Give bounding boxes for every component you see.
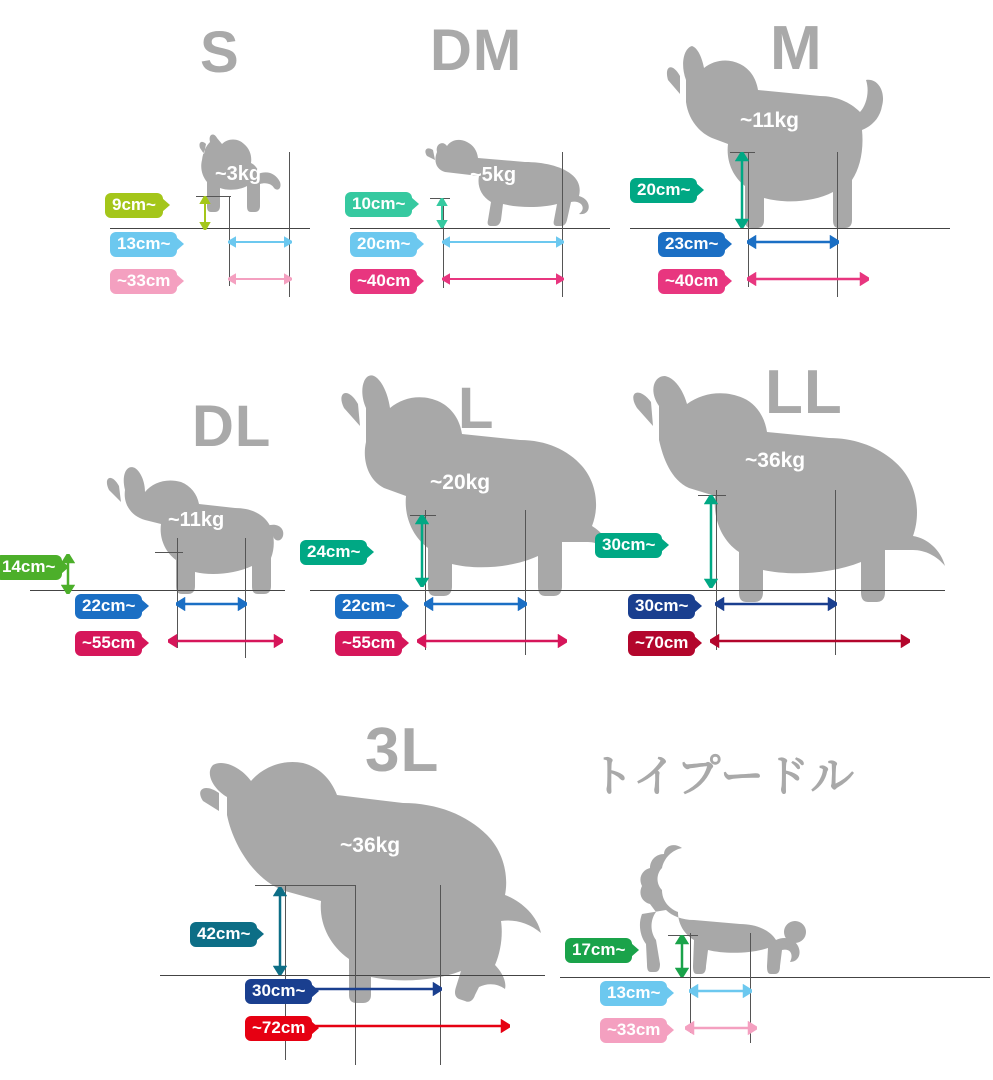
size-group-3l xyxy=(140,710,560,1080)
tag-back-l xyxy=(335,594,402,619)
measure-neck-arrow-s xyxy=(198,196,212,230)
measure-neck-arrow-l xyxy=(415,515,429,587)
measure-chest-arrow-dl xyxy=(168,634,283,648)
tag-chest-dl xyxy=(75,631,142,656)
tag-back-dm-text: 20cm~ xyxy=(357,234,411,253)
measure-chest-arrow-toypoodle xyxy=(685,1021,757,1035)
weight-label-l: ~20kg xyxy=(430,471,491,494)
dog-silhouette-shiba xyxy=(650,40,910,235)
tag-chest-dm-text: ~40cm xyxy=(357,271,411,290)
measure-neck-arrow-ll xyxy=(704,495,718,588)
tag-back-dl xyxy=(75,594,142,619)
tag-neck-dl-text: 14cm~ xyxy=(2,557,56,576)
weight-label-s: ~3kg xyxy=(215,163,262,185)
weight-label-dm: ~5kg xyxy=(470,164,517,186)
tag-neck-m-text: 20cm~ xyxy=(637,180,691,199)
tag-chest-dm xyxy=(350,269,417,294)
tag-neck-3l xyxy=(190,922,257,947)
measure-neck-arrow-dm xyxy=(435,198,449,228)
guide-line-dl-neck-top xyxy=(155,552,183,553)
measure-back-arrow-dl xyxy=(176,597,247,611)
ground-line-dm xyxy=(350,228,610,229)
tag-neck-dl xyxy=(0,555,62,580)
ground-line-toypoodle xyxy=(560,977,990,978)
size-letter-dl: DL xyxy=(192,394,272,459)
ground-line-m xyxy=(630,228,950,229)
tag-neck-s xyxy=(105,193,163,218)
tag-chest-m xyxy=(658,269,725,294)
guide-line-dl-front xyxy=(177,538,178,648)
measure-back-arrow-dm xyxy=(442,235,564,249)
tag-back-m xyxy=(658,232,725,257)
measure-chest-arrow-ll xyxy=(710,634,910,648)
tag-neck-3l-text: 42cm~ xyxy=(197,924,251,943)
tag-back-s xyxy=(110,232,177,257)
measure-back-arrow-toypoodle xyxy=(689,984,752,998)
weight-label-ll: ~36kg xyxy=(745,449,806,472)
tag-back-toypoodle xyxy=(600,981,667,1006)
tag-neck-toypoodle-text: 17cm~ xyxy=(572,940,626,959)
measure-back-arrow-s xyxy=(228,235,292,249)
weight-label-3l: ~36kg xyxy=(340,834,401,857)
size-letter-3l: 3L xyxy=(365,716,440,785)
tag-back-3l xyxy=(245,979,312,1004)
tag-chest-l-text: ~55cm xyxy=(342,633,396,652)
guide-line-3l-neck-top xyxy=(255,885,355,886)
size-letter-toypoodle: トイプードル xyxy=(590,752,856,801)
tag-neck-l xyxy=(300,540,367,565)
measure-chest-arrow-m xyxy=(747,272,869,286)
weight-label-toypoodle: ~6kg xyxy=(680,899,727,921)
ground-line-ll xyxy=(600,590,945,591)
measure-back-arrow-l xyxy=(424,597,527,611)
measure-neck-arrow-toypoodle xyxy=(675,935,689,977)
tag-neck-m xyxy=(630,178,697,203)
size-group-toypoodle xyxy=(560,745,993,1080)
tag-chest-s-text: ~33cm xyxy=(117,271,171,290)
tag-chest-ll xyxy=(628,631,695,656)
tag-back-ll-text: 30cm~ xyxy=(635,596,689,615)
dog-silhouette-rottweiler xyxy=(615,370,960,610)
tag-neck-s-text: 9cm~ xyxy=(112,195,156,214)
size-letter-s: S xyxy=(200,20,240,85)
tag-neck-l-text: 24cm~ xyxy=(307,542,361,561)
tag-chest-ll-text: ~70cm xyxy=(635,633,689,652)
measure-back-arrow-m xyxy=(747,235,839,249)
ground-line-3l xyxy=(160,975,545,976)
weight-label-dl: ~11kg xyxy=(168,509,225,531)
measure-back-arrow-ll xyxy=(715,597,837,611)
measure-chest-arrow-s xyxy=(228,272,292,286)
tag-back-l-text: 22cm~ xyxy=(342,596,396,615)
size-group-ll xyxy=(600,350,993,680)
tag-chest-toypoodle xyxy=(600,1018,667,1043)
tag-back-dm xyxy=(350,232,417,257)
size-letter-l: L xyxy=(458,376,495,441)
tag-neck-toypoodle xyxy=(565,938,632,963)
tag-back-ll xyxy=(628,594,695,619)
tag-chest-s xyxy=(110,269,177,294)
tag-back-3l-text: 30cm~ xyxy=(252,981,306,1000)
tag-neck-dm-text: 10cm~ xyxy=(352,194,406,213)
size-letter-m: M xyxy=(770,14,823,83)
size-group-l xyxy=(290,350,640,680)
guide-line-toypoodle-front xyxy=(690,933,691,1033)
tag-chest-3l xyxy=(245,1016,312,1041)
measure-neck-arrow-m xyxy=(735,152,749,228)
weight-label-m: ~11kg xyxy=(740,109,799,132)
tag-back-toypoodle-text: 13cm~ xyxy=(607,983,661,1002)
tag-back-s-text: 13cm~ xyxy=(117,234,171,253)
size-letter-ll: LL xyxy=(765,358,843,427)
tag-neck-dm xyxy=(345,192,412,217)
size-group-dl xyxy=(0,350,300,680)
size-group-dm xyxy=(330,0,660,320)
size-group-m xyxy=(630,0,993,320)
tag-neck-ll-text: 30cm~ xyxy=(602,535,656,554)
size-letter-dm: DM xyxy=(430,18,523,83)
tag-chest-l xyxy=(335,631,402,656)
guide-line-3l-rear xyxy=(440,885,441,1065)
tag-back-dl-text: 22cm~ xyxy=(82,596,136,615)
guide-line-3l-mid xyxy=(355,885,356,1065)
tag-chest-dl-text: ~55cm xyxy=(82,633,136,652)
measure-neck-arrow-3l xyxy=(273,887,287,975)
tag-chest-m-text: ~40cm xyxy=(665,271,719,290)
size-group-s xyxy=(0,0,330,320)
tag-neck-ll xyxy=(595,533,662,558)
tag-chest-toypoodle-text: ~33cm xyxy=(607,1020,661,1039)
measure-chest-arrow-l xyxy=(417,634,567,648)
tag-back-m-text: 23cm~ xyxy=(665,234,719,253)
measure-chest-arrow-dm xyxy=(442,272,564,286)
ground-line-l xyxy=(310,590,600,591)
guide-line-ll-rear xyxy=(835,490,836,655)
tag-chest-3l-text: ~72cm xyxy=(252,1018,306,1037)
